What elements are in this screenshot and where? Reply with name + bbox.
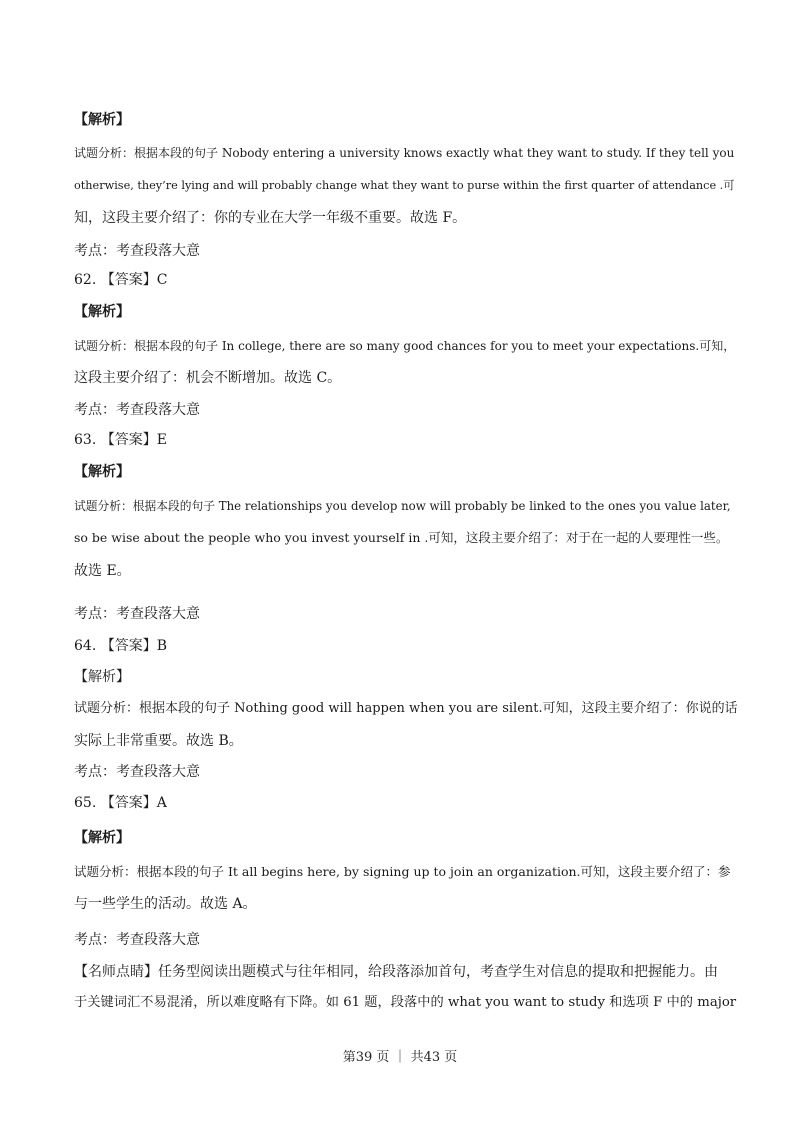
page-footer: 第39 页 ｜ 共43 页 xyxy=(342,1050,458,1065)
analysis-heading: 【解析】 xyxy=(74,669,130,685)
analysis-text: 试题分析：根据本段的句子 In college, there are so many good chances for you to meet your expectations.可知， xyxy=(74,339,736,353)
answer-63: 63. 【答案】E xyxy=(74,432,167,448)
key-point: 考点：考查段落大意 xyxy=(74,402,200,418)
analysis-text: so be wise about the people who you invest yourself in .可知，这段主要介绍了：对于在一起的人要理性一些。 xyxy=(74,530,729,545)
answer-65: 65. 【答案】A xyxy=(74,795,167,811)
analysis-text: 这段主要介绍了：机会不断增加。故选 C。 xyxy=(74,370,342,386)
analysis-heading: 【解析】 xyxy=(74,830,130,846)
analysis-text: 实际上非常重要。故选 B。 xyxy=(74,733,243,749)
analysis-text: 试题分析：根据本段的句子 Nobody entering a university knows exactly what they want to study. If they tell you xyxy=(74,146,735,160)
analysis-text: 试题分析：根据本段的句子 Nothing good will happen when you are silent.可知，这段主要介绍了：你说的话 xyxy=(74,701,738,716)
answer-62: 62. 【答案】C xyxy=(74,272,168,288)
analysis-heading: 【解析】 xyxy=(74,112,130,128)
analysis-text: 与一些学生的活动。故选 A。 xyxy=(74,896,257,912)
key-point: 考点：考查段落大意 xyxy=(74,243,200,259)
teacher-comment: 【名师点睛】任务型阅读出题模式与往年相同，给段落添加首句，考查学生对信息的提取和把握能力。由 xyxy=(74,964,718,980)
key-point: 考点：考查段落大意 xyxy=(74,932,200,948)
analysis-text: 试题分析：根据本段的句子 The relationships you develop now will probably be linked to the ones you value later, xyxy=(74,499,731,513)
teacher-comment: 于关键词汇不易混淆，所以难度略有下降。如 61 题，段落中的 what you want to study 和选项 F 中的 major xyxy=(74,995,737,1010)
analysis-text: 知，这段主要介绍了：你的专业在大学一年级不重要。故选 F。 xyxy=(74,210,467,226)
key-point: 考点：考查段落大意 xyxy=(74,764,200,780)
analysis-heading: 【解析】 xyxy=(74,304,130,320)
analysis-text: 试题分析：根据本段的句子 It all begins here, by signing up to join an organization.可知，这段主要介绍了：参 xyxy=(74,864,731,879)
analysis-heading: 【解析】 xyxy=(74,464,130,480)
analysis-text: 故选 E。 xyxy=(74,563,131,579)
key-point: 考点：考查段落大意 xyxy=(74,606,200,622)
answer-64: 64. 【答案】B xyxy=(74,638,168,654)
analysis-text: otherwise, they’re lying and will probably change what they want to purse within the first quarter of attendance .可 xyxy=(74,179,735,192)
